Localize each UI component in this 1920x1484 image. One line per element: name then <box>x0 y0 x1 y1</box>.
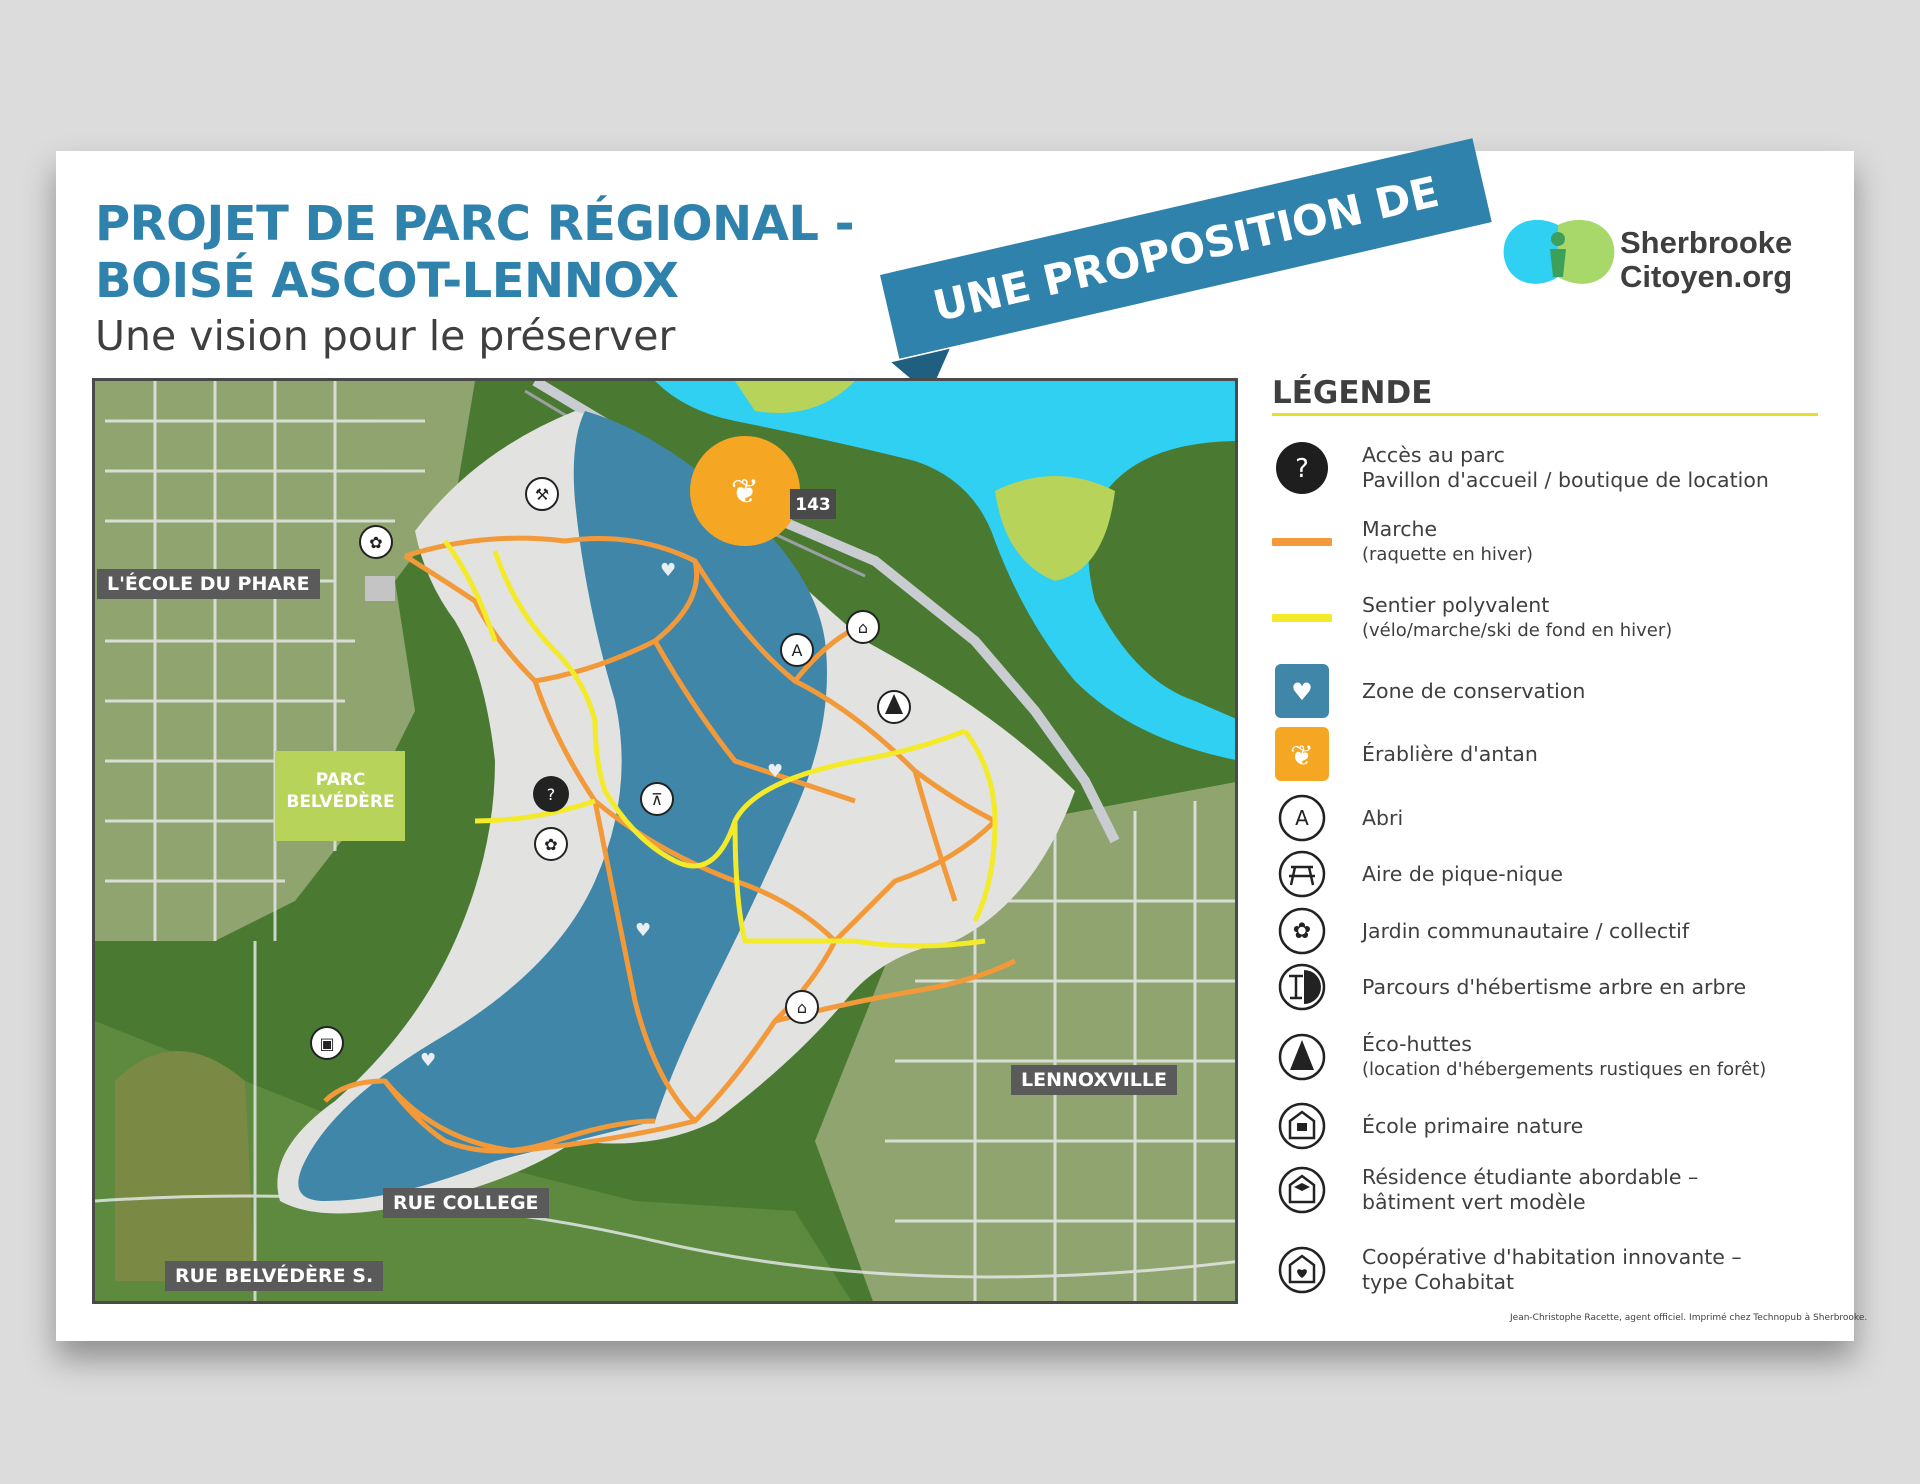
school-icon <box>1272 1098 1332 1154</box>
legend-cooperative-line2: type Cohabitat <box>1362 1270 1515 1294</box>
logo-line-2: Citoyen.org <box>1620 259 1793 294</box>
legend-item-piquenique <box>1272 846 1832 902</box>
footnote: Jean-Christophe Racette, agent officiel. Imprimé chez Technopub à Sherbrooke. <box>1510 1313 1868 1323</box>
map-jardin2-icon <box>535 828 567 860</box>
legend-item-marche <box>1272 514 1832 570</box>
legend-title: LÉGENDE <box>1272 375 1433 411</box>
map-acces-icon <box>533 776 569 812</box>
svg-text:⊼: ⊼ <box>651 790 663 809</box>
sherbrooke-citoyen-logo-icon <box>1500 217 1620 297</box>
proposal-banner: UNE PROPOSITION DE <box>880 138 1492 359</box>
svg-text:♥: ♥ <box>635 920 652 941</box>
legend-item-hebertisme <box>1272 959 1832 1015</box>
legend-item-abri <box>1272 790 1832 846</box>
svg-text:♥: ♥ <box>420 1050 437 1071</box>
conservation-bird-icon <box>1272 663 1332 719</box>
label-parc-belvedere <box>283 769 398 813</box>
legend-marche-line2: (raquette en hiver) <box>1362 544 1534 565</box>
label-lennoxville: LENNOXVILLE <box>1011 1065 1177 1095</box>
legend-conservation-label: Zone de conservation <box>1362 678 1586 703</box>
polyvalent-line-icon <box>1272 590 1332 646</box>
svg-text:?: ? <box>1295 454 1309 484</box>
title-line-2: BOISÉ ASCOT-LENNOX <box>95 253 679 309</box>
svg-text:♥: ♥ <box>660 560 677 581</box>
svg-text:⌂: ⌂ <box>796 998 808 1017</box>
map-residence-icon <box>786 991 818 1023</box>
student-residence-icon <box>1272 1162 1332 1218</box>
label-rue-belvedere: RUE BELVÉDÈRE S. <box>165 1261 383 1291</box>
legend-hebertisme-label: Parcours d'hébertisme arbre en arbre <box>1362 974 1747 999</box>
svg-text:❦: ❦ <box>1290 739 1314 772</box>
svg-text:⌂: ⌂ <box>857 618 869 637</box>
logo-text <box>1620 226 1792 294</box>
abri-icon <box>1272 790 1332 846</box>
svg-text:✿: ✿ <box>369 533 383 552</box>
map-ecole-icon <box>311 1027 343 1059</box>
map-hebertisme-icon <box>526 478 558 510</box>
legend-ecohuttes-line2: (location d'hébergements rustiques en forêt) <box>1362 1059 1767 1080</box>
svg-text:?: ? <box>546 785 556 804</box>
legend-item-acces <box>1272 440 1832 496</box>
forest-patch-southwest <box>115 1051 255 1281</box>
legend-residence-line2: bâtiment vert modèle <box>1362 1190 1586 1214</box>
acces-icon <box>1272 440 1332 496</box>
legend-item-cooperative <box>1272 1242 1832 1298</box>
marche-line-icon <box>1272 514 1332 570</box>
legend-residence-line1: Résidence étudiante abordable – <box>1362 1165 1699 1189</box>
svg-text:▣: ▣ <box>319 1034 335 1053</box>
route-143-label: 143 <box>795 495 831 515</box>
legend-ecohuttes-line1: Éco-huttes <box>1362 1032 1472 1056</box>
map-erabliere-leaf-icon <box>731 472 760 512</box>
map-canvas <box>95 381 1238 1304</box>
svg-text:⚒: ⚒ <box>534 485 550 504</box>
erabliere-leaf-icon <box>1272 726 1332 782</box>
legend-piquenique-label: Aire de pique-nique <box>1362 861 1563 886</box>
garden-flower-icon <box>1272 903 1332 959</box>
legend-divider <box>1272 413 1818 416</box>
title-line-1: PROJET DE PARC RÉGIONAL - <box>95 196 855 252</box>
page-subtitle: Une vision pour le préserver <box>95 312 676 360</box>
cohousing-icon <box>1272 1242 1332 1298</box>
legend-cooperative-line1: Coopérative d'habitation innovante – <box>1362 1245 1742 1269</box>
legend-polyvalent-line1: Sentier polyvalent <box>1362 593 1550 617</box>
legend-item-polyvalent <box>1272 590 1832 646</box>
legend-item-erabliere <box>1272 726 1832 782</box>
label-rue-college: RUE COLLEGE <box>383 1188 549 1218</box>
svg-text:♥: ♥ <box>767 761 784 782</box>
parc-label-line-1: PARC <box>315 770 366 790</box>
legend-item-jardin <box>1272 903 1832 959</box>
svg-text:✿: ✿ <box>1292 919 1312 944</box>
parc-label-line-2: BELVÉDÈRE <box>286 792 395 812</box>
label-ecole-du-phare: L'ÉCOLE DU PHARE <box>97 569 320 599</box>
park-map[interactable] <box>92 378 1238 1304</box>
legend-item-ecole <box>1272 1098 1832 1154</box>
page-title <box>95 196 854 310</box>
legend-abri-label: Abri <box>1362 805 1404 830</box>
legend-acces-line1: Accès au parc <box>1362 443 1505 467</box>
svg-text:♥: ♥ <box>1291 678 1313 706</box>
legend-item-residence <box>1272 1162 1832 1218</box>
hebertisme-tree-icon <box>1272 959 1332 1015</box>
svg-text:A: A <box>791 641 803 660</box>
legend-marche-line1: Marche <box>1362 517 1438 541</box>
map-abri-icon <box>781 634 813 666</box>
legend-erabliere-label: Érablière d'antan <box>1362 741 1538 766</box>
legend-acces-line2: Pavillon d'accueil / boutique de location <box>1362 468 1769 492</box>
legend-jardin-label: Jardin communautaire / collectif <box>1362 918 1690 943</box>
logo-line-1: Sherbrooke <box>1620 225 1793 260</box>
map-jardin-icon <box>360 526 392 558</box>
legend-item-ecohuttes <box>1272 1029 1832 1085</box>
svg-text:A: A <box>1295 806 1309 830</box>
legend-polyvalent-line2: (vélo/marche/ski de fond en hiver) <box>1362 620 1673 641</box>
svg-text:❦: ❦ <box>730 472 760 512</box>
map-piquenique-icon <box>641 783 673 815</box>
eco-hut-icon <box>1272 1029 1332 1085</box>
map-ecohutte-icon <box>878 691 910 723</box>
legend-ecole-label: École primaire nature <box>1362 1113 1584 1138</box>
ecole-building <box>365 576 395 601</box>
map-coop-icon <box>847 611 879 643</box>
svg-text:✿: ✿ <box>544 835 558 854</box>
legend-item-conservation <box>1272 663 1832 719</box>
picnic-table-icon <box>1272 846 1332 902</box>
